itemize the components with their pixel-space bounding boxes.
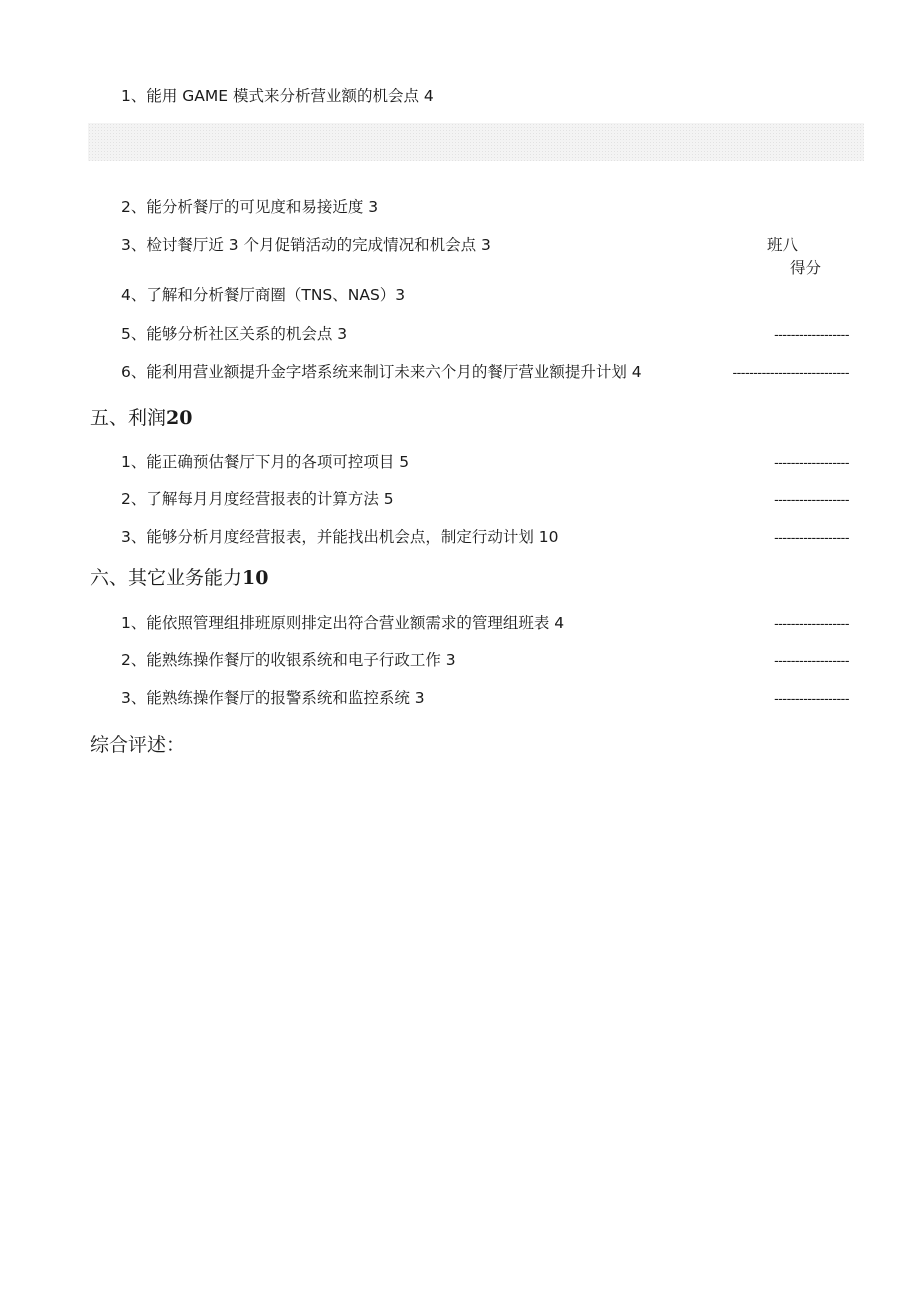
criterion-6-1: 1、能依照管理组排班原则排定出符合营业额需求的管理组班表 4: [121, 614, 565, 632]
criterion-4-5: 5、能够分析社区关系的机会点 3: [121, 325, 348, 343]
criterion-6-2: 2、能熟练操作餐厅的收银系统和电子行政工作 3: [121, 651, 456, 669]
criterion-4-4: 4、了解和分析餐厅商圈（TNS、NAS）3: [121, 286, 406, 304]
section-five-heading: [90, 406, 192, 430]
score-dashes-5-2: ------------------: [774, 491, 849, 507]
section-five-title: 五、利润: [90, 407, 167, 429]
score-dashes-6-3: ------------------: [774, 690, 849, 706]
section-six-heading: [90, 566, 268, 590]
side-note-class: 班八: [767, 236, 799, 254]
score-dashes-4-6: ----------------------------: [732, 364, 849, 380]
criterion-4-3: 3、检讨餐厅近 3 个月促销活动的完成情况和机会点 3: [121, 236, 491, 254]
score-dashes-5-1: ------------------: [774, 454, 849, 470]
scan-artifact-band: [88, 123, 864, 161]
side-note-score: 得分: [790, 259, 822, 277]
summary-label: 综合评述：: [90, 734, 186, 756]
section-six-title: 六、其它业务能力: [90, 567, 243, 589]
criterion-4-1: 1、能用 GAME 模式来分析营业额的机会点 4: [121, 87, 434, 105]
section-five-score: 20: [166, 407, 193, 429]
criterion-4-6: 6、能利用营业额提升金字塔系统来制订未来六个月的餐厅营业额提升计划 4: [121, 363, 642, 381]
criterion-4-2: 2、能分析餐厅的可见度和易接近度 3: [121, 198, 379, 216]
score-dashes-4-5: ------------------: [774, 326, 849, 342]
criterion-6-3: 3、能熟练操作餐厅的报警系统和监控系统 3: [121, 689, 425, 707]
score-dashes-6-2: ------------------: [774, 652, 849, 668]
criterion-5-3: 3、能够分析月度经营报表，并能找出机会点，制定行动计划 10: [121, 528, 559, 546]
score-dashes-5-3: ------------------: [774, 529, 849, 545]
criterion-5-2: 2、了解每月月度经营报表的计算方法 5: [121, 490, 394, 508]
score-dashes-6-1: ------------------: [774, 615, 849, 631]
section-six-score: 10: [242, 567, 269, 589]
criterion-5-1: 1、能正确预估餐厅下月的各项可控项目 5: [121, 453, 410, 471]
